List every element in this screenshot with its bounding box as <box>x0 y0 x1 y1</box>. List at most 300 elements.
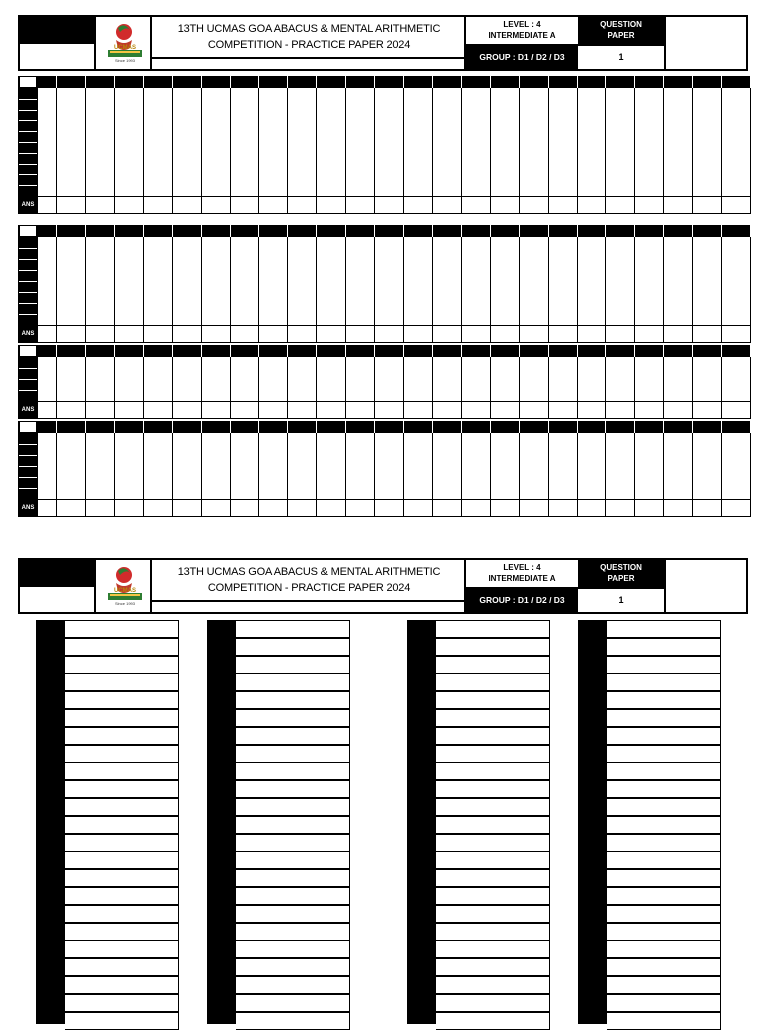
answer-cell[interactable] <box>433 197 461 213</box>
answer-entry-field[interactable] <box>65 887 179 905</box>
answer-cell[interactable] <box>664 500 692 516</box>
column-divider <box>37 421 38 517</box>
row-divider <box>19 110 37 111</box>
column-header-tick <box>692 225 693 237</box>
answer-entry-field[interactable] <box>436 940 550 958</box>
answer-cell[interactable] <box>259 402 287 418</box>
level-text: LEVEL : 4 <box>503 20 541 29</box>
answer-cell[interactable] <box>346 197 374 213</box>
answer-entry-field[interactable] <box>236 656 350 674</box>
answer-cell[interactable] <box>606 402 634 418</box>
column-header-tick <box>258 76 259 88</box>
column-header-tick <box>345 345 346 357</box>
answer-cell[interactable] <box>144 500 172 516</box>
answer-cell[interactable] <box>578 402 605 418</box>
answer-entry-field[interactable] <box>436 869 550 887</box>
answer-entry-field[interactable] <box>607 976 721 994</box>
column-header-tick <box>461 345 462 357</box>
answer-cell[interactable] <box>115 500 143 516</box>
answer-cell[interactable] <box>606 197 634 213</box>
answer-cell[interactable] <box>606 500 634 516</box>
answer-entry-field[interactable] <box>607 620 721 638</box>
answer-cell[interactable] <box>375 326 403 342</box>
answer-cell[interactable] <box>722 500 750 516</box>
column-header-tick <box>634 225 635 237</box>
answer-cell[interactable] <box>520 197 548 213</box>
answer-entry-field[interactable] <box>65 673 179 691</box>
answer-entry-field[interactable] <box>607 1012 721 1030</box>
answer-cell[interactable] <box>86 197 114 213</box>
answer-cell[interactable] <box>693 326 721 342</box>
answer-entry-field[interactable] <box>436 798 550 816</box>
column-header-tick <box>85 345 86 357</box>
answer-entry-field[interactable] <box>236 745 350 763</box>
answer-entry-field[interactable] <box>65 976 179 994</box>
column-divider <box>201 76 202 214</box>
answer-entry-field[interactable] <box>236 887 350 905</box>
answer-cell[interactable] <box>693 500 721 516</box>
row-divider <box>19 174 37 175</box>
row-divider <box>19 270 37 271</box>
answer-entry-field[interactable] <box>436 673 550 691</box>
column-header-tick <box>548 345 549 357</box>
column-divider <box>403 76 404 214</box>
answer-cell[interactable] <box>115 402 143 418</box>
row-divider <box>19 390 37 391</box>
column-divider <box>663 76 664 214</box>
answer-cell[interactable] <box>259 500 287 516</box>
answer-entry-field[interactable] <box>236 709 350 727</box>
column-header-tick <box>143 345 144 357</box>
answer-cell[interactable] <box>202 326 230 342</box>
logo-since-text: Since 1993 <box>114 58 135 63</box>
answer-cell[interactable] <box>144 197 172 213</box>
answer-entry-field[interactable] <box>607 887 721 905</box>
column-header-tick <box>201 345 202 357</box>
answer-cell[interactable] <box>86 326 114 342</box>
answer-cell[interactable] <box>520 500 548 516</box>
answer-entry-field[interactable] <box>607 994 721 1012</box>
answer-cell[interactable] <box>288 500 316 516</box>
column-header-tick <box>374 76 375 88</box>
answer-entry-field[interactable] <box>607 816 721 834</box>
answer-cell[interactable] <box>39 402 56 418</box>
column-header-tick <box>114 225 115 237</box>
answer-cell[interactable] <box>115 197 143 213</box>
answer-cell[interactable] <box>375 500 403 516</box>
column-divider <box>750 225 751 343</box>
answer-entry-field[interactable] <box>436 709 550 727</box>
answer-cell[interactable] <box>664 197 692 213</box>
answer-entry-field[interactable] <box>436 1012 550 1030</box>
answer-entry-field[interactable] <box>65 994 179 1012</box>
answer-cell[interactable] <box>346 500 374 516</box>
answer-cell[interactable] <box>635 500 663 516</box>
answer-cell[interactable] <box>288 402 316 418</box>
ans-label: ANS <box>19 325 37 343</box>
answer-entry-field[interactable] <box>236 958 350 976</box>
answer-cell[interactable] <box>462 326 490 342</box>
answer-cell[interactable] <box>664 326 692 342</box>
answer-entry-field[interactable] <box>436 727 550 745</box>
answer-entry-field[interactable] <box>236 851 350 869</box>
column-header-tick <box>461 76 462 88</box>
answer-entry-field[interactable] <box>236 673 350 691</box>
answer-cell[interactable] <box>433 326 461 342</box>
answer-entry-field[interactable] <box>436 816 550 834</box>
column-divider <box>692 76 693 214</box>
answer-cell[interactable] <box>433 500 461 516</box>
answer-cell[interactable] <box>317 402 345 418</box>
question-line-2: PAPER <box>607 574 635 583</box>
answer-row-line <box>19 418 750 419</box>
answer-entry-field[interactable] <box>607 798 721 816</box>
answer-entry-field[interactable] <box>65 905 179 923</box>
answer-cell[interactable] <box>549 500 577 516</box>
answer-cell[interactable] <box>259 326 287 342</box>
column-header-tick <box>750 76 751 88</box>
answer-cell[interactable] <box>578 326 605 342</box>
answer-cell[interactable] <box>57 326 85 342</box>
question-paper-label <box>578 560 664 587</box>
column-header-tick <box>143 421 144 433</box>
answer-entry-field[interactable] <box>65 638 179 656</box>
answer-entry-field[interactable] <box>236 940 350 958</box>
answer-cell[interactable] <box>722 402 750 418</box>
answer-cell[interactable] <box>202 197 230 213</box>
column-header-tick <box>374 345 375 357</box>
question-number-column <box>207 620 236 1024</box>
answer-entry-field[interactable] <box>236 1012 350 1030</box>
svg-text:UCMAS: UCMAS <box>114 45 136 51</box>
answer-entry-field[interactable] <box>436 958 550 976</box>
grid-header-bar <box>19 345 750 357</box>
answer-cell[interactable] <box>173 500 201 516</box>
column-header-tick <box>605 225 606 237</box>
answer-entry-field[interactable] <box>65 709 179 727</box>
answer-entry-field[interactable] <box>607 851 721 869</box>
answer-entry-field[interactable] <box>436 780 550 798</box>
title-line-2: COMPETITION - PRACTICE PAPER 2024 <box>207 39 411 51</box>
column-header-tick <box>316 225 317 237</box>
column-divider <box>577 76 578 214</box>
column-header-tick <box>519 345 520 357</box>
answer-cell[interactable] <box>202 402 230 418</box>
answer-cell[interactable] <box>606 326 634 342</box>
question-grid-block <box>18 225 750 343</box>
column-divider <box>56 76 57 214</box>
column-header-tick <box>692 76 693 88</box>
answer-cell[interactable] <box>231 326 258 342</box>
answer-entry-field[interactable] <box>65 923 179 941</box>
answer-entry-field[interactable] <box>607 691 721 709</box>
grid-header-bar <box>19 421 750 433</box>
column-header-tick <box>201 225 202 237</box>
level-box <box>466 17 578 44</box>
column-header-tick <box>577 76 578 88</box>
answer-entry-field[interactable] <box>65 851 179 869</box>
column-header-tick <box>548 421 549 433</box>
column-header-tick <box>605 421 606 433</box>
svg-text:UCMAS: UCMAS <box>114 588 136 594</box>
answer-cell[interactable] <box>635 197 663 213</box>
column-header-tick <box>605 76 606 88</box>
column-divider <box>85 76 86 214</box>
answer-cell[interactable] <box>549 402 577 418</box>
answer-entry-field[interactable] <box>65 656 179 674</box>
answer-cell[interactable] <box>491 402 519 418</box>
column-header-tick <box>692 345 693 357</box>
column-header-tick <box>432 76 433 88</box>
answer-entry-field[interactable] <box>436 620 550 638</box>
answer-cell[interactable] <box>202 500 230 516</box>
answer-entry-field[interactable] <box>436 905 550 923</box>
column-header-tick <box>287 345 288 357</box>
row-divider <box>19 488 37 489</box>
column-divider <box>143 76 144 214</box>
column-header-tick <box>230 345 231 357</box>
answer-cell[interactable] <box>375 197 403 213</box>
column-header-tick <box>750 225 751 237</box>
question-grid-block <box>18 345 750 419</box>
grid-corner-cell <box>20 77 36 87</box>
answer-entry-field[interactable] <box>65 869 179 887</box>
answer-entry-field[interactable] <box>436 638 550 656</box>
answer-entry-field[interactable] <box>236 994 350 1012</box>
answer-cell[interactable] <box>115 326 143 342</box>
answer-cell[interactable] <box>462 197 490 213</box>
row-divider <box>19 259 37 260</box>
answer-cell[interactable] <box>86 500 114 516</box>
column-divider <box>519 76 520 214</box>
answer-cell[interactable] <box>346 326 374 342</box>
answer-entry-field[interactable] <box>436 656 550 674</box>
answer-entry-field[interactable] <box>236 834 350 852</box>
answer-entry-field[interactable] <box>236 869 350 887</box>
answer-cell[interactable] <box>39 326 56 342</box>
answer-cell[interactable] <box>491 326 519 342</box>
column-divider <box>172 76 173 214</box>
column-header-tick <box>56 76 57 88</box>
column-header-tick <box>403 421 404 433</box>
answer-cell[interactable] <box>144 402 172 418</box>
answer-entry-field[interactable] <box>236 905 350 923</box>
answer-entry-field[interactable] <box>65 816 179 834</box>
answer-entry-field[interactable] <box>236 798 350 816</box>
answer-cell[interactable] <box>491 197 519 213</box>
answer-cell[interactable] <box>317 500 345 516</box>
answer-entry-field[interactable] <box>236 638 350 656</box>
answer-cell[interactable] <box>462 500 490 516</box>
answer-cell[interactable] <box>404 500 432 516</box>
answer-cell[interactable] <box>346 402 374 418</box>
answer-entry-field[interactable] <box>236 923 350 941</box>
column-header-tick <box>432 345 433 357</box>
answer-entry-field[interactable] <box>436 691 550 709</box>
column-header-tick <box>403 345 404 357</box>
answer-entry-field[interactable] <box>436 887 550 905</box>
answer-entry-field[interactable] <box>65 727 179 745</box>
answer-entry-field[interactable] <box>607 834 721 852</box>
column-header-tick <box>114 76 115 88</box>
level-text: LEVEL : 4 <box>503 563 541 572</box>
answer-entry-field[interactable] <box>65 834 179 852</box>
column-header-tick <box>519 421 520 433</box>
column-divider <box>114 76 115 214</box>
column-divider <box>432 76 433 214</box>
question-line-1: QUESTION <box>600 20 642 29</box>
answer-entry-field[interactable] <box>65 762 179 780</box>
ans-label: ANS <box>19 499 37 517</box>
column-header-tick <box>577 421 578 433</box>
question-number-column <box>407 620 436 1024</box>
answer-cell[interactable] <box>404 197 432 213</box>
answer-cell[interactable] <box>693 402 721 418</box>
column-divider <box>345 76 346 214</box>
title-line-1: 13TH UCMAS GOA ABACUS & MENTAL ARITHMETIC <box>177 23 441 35</box>
answer-entry-field[interactable] <box>65 798 179 816</box>
answer-cell[interactable] <box>404 326 432 342</box>
answer-cell[interactable] <box>462 402 490 418</box>
answer-cell[interactable] <box>288 197 316 213</box>
answer-cell[interactable] <box>375 402 403 418</box>
row-divider <box>19 292 37 293</box>
answer-cell[interactable] <box>549 326 577 342</box>
answer-entry-field[interactable] <box>436 745 550 763</box>
answer-cell[interactable] <box>317 197 345 213</box>
answer-cell[interactable] <box>317 326 345 342</box>
answer-cell[interactable] <box>635 326 663 342</box>
answer-cell[interactable] <box>520 402 548 418</box>
answer-entry-field[interactable] <box>65 745 179 763</box>
answer-entry-field[interactable] <box>65 691 179 709</box>
answer-cell[interactable] <box>39 197 56 213</box>
column-header-tick <box>85 421 86 433</box>
column-header-tick <box>432 421 433 433</box>
answer-cell[interactable] <box>86 402 114 418</box>
answer-cell[interactable] <box>722 197 750 213</box>
paper-header-bottom <box>18 558 748 614</box>
column-header-tick <box>634 421 635 433</box>
answer-entry-field[interactable] <box>607 709 721 727</box>
answer-entry-field[interactable] <box>607 745 721 763</box>
answer-entry-field[interactable] <box>65 780 179 798</box>
answer-entry-field[interactable] <box>607 673 721 691</box>
answer-entry-field[interactable] <box>607 638 721 656</box>
answer-cell[interactable] <box>231 197 258 213</box>
column-header-tick <box>461 225 462 237</box>
answer-cell[interactable] <box>404 402 432 418</box>
answer-row-line <box>19 342 750 343</box>
answer-row-line <box>19 516 750 517</box>
answer-cell[interactable] <box>57 197 85 213</box>
column-header-tick <box>750 421 751 433</box>
answer-cell[interactable] <box>520 326 548 342</box>
answer-cell[interactable] <box>57 402 85 418</box>
answer-entry-field[interactable] <box>607 727 721 745</box>
answer-cell[interactable] <box>578 500 605 516</box>
answer-cell[interactable] <box>635 402 663 418</box>
answer-entry-field[interactable] <box>236 780 350 798</box>
answer-entry-field[interactable] <box>607 762 721 780</box>
answer-cell[interactable] <box>491 500 519 516</box>
answer-entry-field[interactable] <box>236 762 350 780</box>
column-header-tick <box>374 421 375 433</box>
answer-entry-field[interactable] <box>436 923 550 941</box>
answer-entry-field[interactable] <box>436 762 550 780</box>
answer-entry-field[interactable] <box>436 851 550 869</box>
answer-cell[interactable] <box>664 402 692 418</box>
row-divider <box>19 99 37 100</box>
answer-entry-field[interactable] <box>607 905 721 923</box>
answer-cell[interactable] <box>578 197 605 213</box>
answer-cell[interactable] <box>231 402 258 418</box>
row-divider <box>19 120 37 121</box>
question-paper-label <box>578 17 664 44</box>
answer-cell[interactable] <box>433 402 461 418</box>
answer-entry-field[interactable] <box>236 976 350 994</box>
column-header-tick <box>114 345 115 357</box>
answer-entry-field[interactable] <box>236 620 350 638</box>
answer-cell[interactable] <box>39 500 56 516</box>
answer-entry-field[interactable] <box>607 923 721 941</box>
answer-entry-field[interactable] <box>607 869 721 887</box>
column-header-tick <box>287 76 288 88</box>
question-grid-block <box>18 421 750 517</box>
column-header-tick <box>634 76 635 88</box>
answer-entry-field[interactable] <box>65 958 179 976</box>
row-divider <box>19 455 37 456</box>
answer-entry-field[interactable] <box>607 780 721 798</box>
answer-entry-field[interactable] <box>436 994 550 1012</box>
answer-cell[interactable] <box>288 326 316 342</box>
question-number-column <box>578 620 607 1024</box>
row-divider <box>19 303 37 304</box>
answer-entry-field[interactable] <box>607 958 721 976</box>
answer-entry-field[interactable] <box>236 727 350 745</box>
column-divider <box>258 76 259 214</box>
column-header-tick <box>721 225 722 237</box>
answer-entry-field[interactable] <box>607 656 721 674</box>
answer-cell[interactable] <box>173 197 201 213</box>
answer-cell[interactable] <box>549 197 577 213</box>
paper-header-top <box>18 15 748 71</box>
column-header-tick <box>258 225 259 237</box>
column-header-tick <box>548 225 549 237</box>
column-divider <box>461 76 462 214</box>
answer-cell[interactable] <box>57 500 85 516</box>
answer-entry-field[interactable] <box>436 834 550 852</box>
answer-cell[interactable] <box>259 197 287 213</box>
answer-entry-field[interactable] <box>236 691 350 709</box>
answer-entry-field[interactable] <box>607 940 721 958</box>
answer-cell[interactable] <box>173 326 201 342</box>
column-header-tick <box>490 76 491 88</box>
answer-entry-field[interactable] <box>65 1012 179 1030</box>
ans-label: ANS <box>19 401 37 419</box>
answer-entry-field[interactable] <box>436 976 550 994</box>
answer-cell[interactable] <box>173 402 201 418</box>
answer-entry-field[interactable] <box>65 940 179 958</box>
answer-cell[interactable] <box>693 197 721 213</box>
answer-cell[interactable] <box>144 326 172 342</box>
answer-entry-field[interactable] <box>236 816 350 834</box>
answer-cell[interactable] <box>722 326 750 342</box>
answer-cell[interactable] <box>231 500 258 516</box>
answer-entry-field[interactable] <box>65 620 179 638</box>
column-header-tick <box>230 76 231 88</box>
grid-corner-cell <box>20 422 36 432</box>
